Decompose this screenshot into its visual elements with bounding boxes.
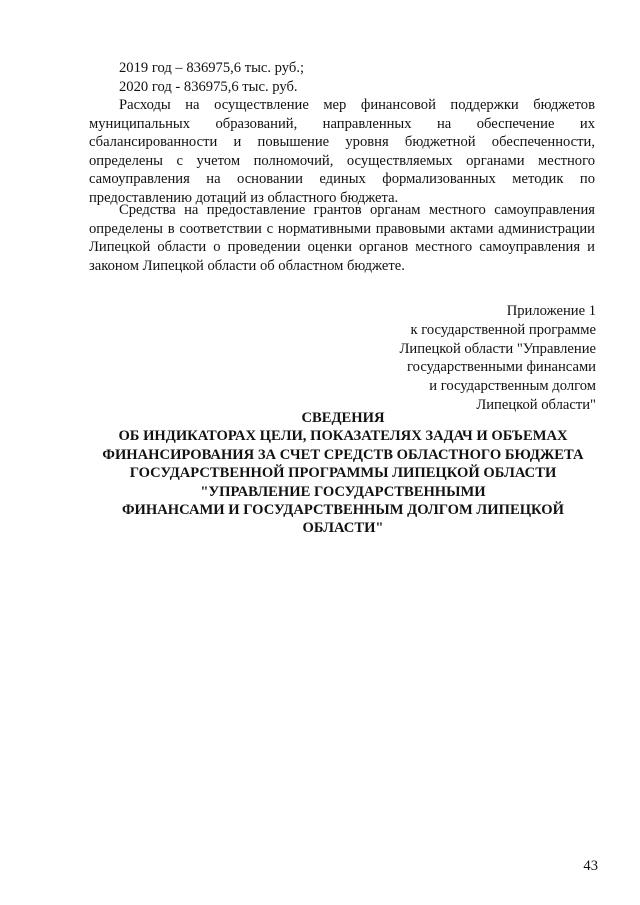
title-line: "УПРАВЛЕНИЕ ГОСУДАРСТВЕННЫМИ (200, 483, 486, 500)
title-line: ФИНАНСАМИ И ГОСУДАРСТВЕННЫМ ДОЛГОМ ЛИПЕЦКОЙ (122, 502, 564, 519)
page-number: 43 (583, 858, 598, 874)
section-title (60, 409, 626, 538)
appendix-line: государственными финансами (407, 359, 596, 376)
appendix-line: Приложение 1 (506, 303, 596, 319)
title-line: ФИНАНСИРОВАНИЯ ЗА СЧЕТ СРЕДСТВ ОБЛАСТНОГО БЮДЖЕТА (102, 446, 584, 463)
appendix-line: Липецкой области" (476, 396, 596, 413)
title-line: СВЕДЕНИЯ (301, 410, 385, 426)
appendix-line: к государственной программе (410, 321, 596, 338)
paragraph-grants: Средства на предоставление грантов органам местного самоуправления определены в соответствии с нормативными правовыми актами администрации Липецкой области о проведении оценки органов местного самоуправления и законом Липецкой области об областном бюджете. (89, 202, 595, 274)
paragraph-financial-support: Расходы на осуществление мер финансовой поддержки бюджетов муниципальных образований, направленных на обеспечение их сбалансированности и повышение уровня бюджетной обеспеченности, определены с учетом полномочий, осуществляемых органами местного самоуправления на основании единых формализованных методик по предоставлению дотаций из областного бюджета. (89, 97, 595, 206)
title-line: ОБ ИНДИКАТОРАХ ЦЕЛИ, ПОКАЗАТЕЛЯХ ЗАДАЧ И ОБЪЕМАХ (118, 428, 568, 445)
budget-line-2019: 2019 год – 836975,6 тыс. руб.; (119, 60, 305, 76)
appendix-line: и государственным долгом (429, 378, 596, 395)
budget-line-2020: 2020 год - 836975,6 тыс. руб. (119, 79, 298, 95)
title-line: ГОСУДАРСТВЕННОЙ ПРОГРАММЫ ЛИПЕЦКОЙ ОБЛАСТИ (129, 465, 557, 482)
title-line: ОБЛАСТИ" (302, 520, 384, 537)
appendix-reference (336, 302, 596, 415)
appendix-line: Липецкой области "Управление (399, 340, 596, 357)
